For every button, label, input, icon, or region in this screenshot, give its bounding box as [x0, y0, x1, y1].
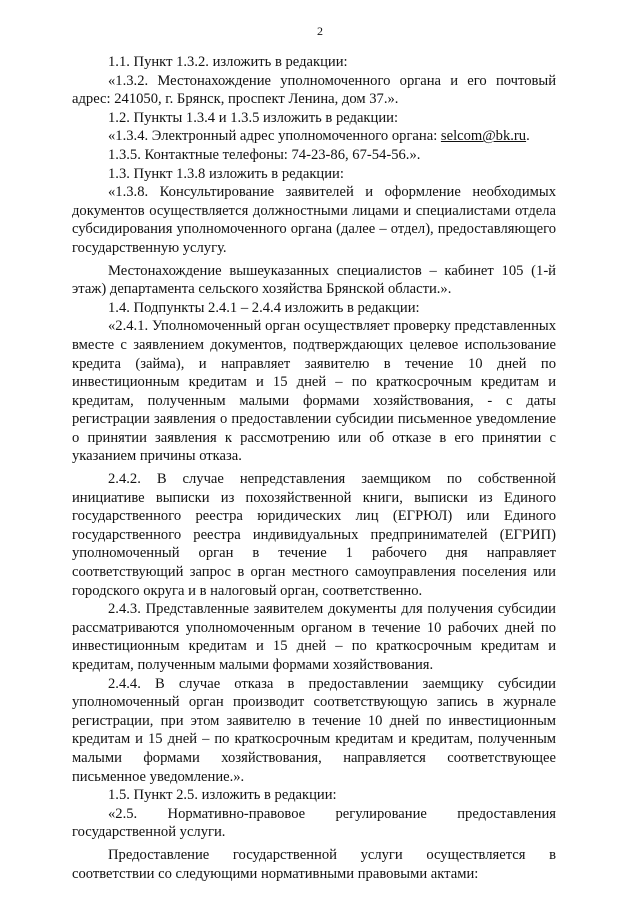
paragraph-2-4-2: 2.4.2. В случае непредставления заемщиком по собственной инициативе выписки из похозяйственной книги, выписки из Единого государственного реестра юридических лиц (ЕГРЮЛ) или Единого государственного реестра индивидуальных предпринимателей (ЕГРИП) уполномоченный орган в течение 1 рабочего дня направляет соответствующий запрос в орган местного самоуправления поселения или городского округа и в налоговый орган, соответственно. — [72, 471, 556, 599]
paragraph-1-3-2: «1.3.2. Местонахождение уполномоченного органа и его почтовый адрес: 241050, г. Брянск, проспект Ленина, дом 37.». — [72, 72, 556, 108]
email-link[interactable]: selcom@bk.ru — [440, 128, 527, 145]
paragraph-1-3-4 — [72, 127, 556, 146]
paragraph-1-2: 1.2. Пункты 1.3.4 и 1.3.5 изложить в редакции: — [108, 109, 399, 126]
paragraph-1-3-8: «1.3.8. Консультирование заявителей и оформление необходимых документов осуществляется должностными лицами и специалистами отдела субсидирования уполномоченного органа (далее – отдел), предоставляющего государственную услугу. — [72, 184, 556, 256]
paragraph-2-4-4: 2.4.4. В случае отказа в предоставлении заемщику субсидии уполномоченный орган производит соответствующую запись в журнале регистрации, при этом заявителю в течение 10 дней по инвестиционным кредитам и 15 дней – по краткосрочным кредитам и кредитам, полученным малыми формами хозяйствования, направляется соответствующее письменное уведомление.». — [72, 675, 556, 785]
paragraph-1-5: 1.5. Пункт 2.5. изложить в редакции: — [108, 787, 337, 804]
paragraph-1-3-5: 1.3.5. Контактные телефоны: 74-23-86, 67-54-56.». — [108, 146, 421, 163]
paragraph-provision: Предоставление государственной услуги осуществляется в соответствии со следующими нормативными правовыми актами: — [72, 846, 556, 882]
paragraph-1-3-4-suffix: . — [526, 128, 530, 145]
paragraph-1-3-4-text: «1.3.4. Электронный адрес уполномоченного органа: — [108, 128, 441, 145]
paragraph-2-4-3: 2.4.3. Представленные заявителем документы для получения субсидии рассматриваются уполномоченным органом в течение 10 рабочих дней по инвестиционным кредитам и 15 дней – по краткосрочным кредитам и кредитам, полученным малыми формами хозяйствования. — [72, 601, 556, 673]
paragraph-1-1: 1.1. Пункт 1.3.2. изложить в редакции: — [108, 54, 348, 70]
paragraph-1-3: 1.3. Пункт 1.3.8 изложить в редакции: — [108, 165, 344, 182]
paragraph-2-4-1: «2.4.1. Уполномоченный орган осуществляет проверку представленных вместе с заявлением документов, подтверждающих целевое использование кредита (займа), и направляет заявителю в течение 10 дней по инвестиционным кредитам и 15 дней – по краткосрочным кредитам и кредитам, полученным малыми формами хозяйствования, - с даты регистрации заявления о предоставлении субсидии письменное уведомление о принятии заявления к рассмотрению или об отказе в его принятии с указанием причины отказа. — [72, 318, 556, 465]
paragraph-location: Местонахождение вышеуказанных специалистов – кабинет 105 (1-й этаж) департамента сельского хозяйства Брянской области.». — [72, 262, 556, 298]
paragraph-1-4: 1.4. Подпункты 2.4.1 – 2.4.4 изложить в редакции: — [108, 299, 420, 316]
page-number: 2 — [317, 24, 323, 38]
paragraph-2-5: «2.5. Нормативно-правовое регулирование предоставления государственной услуги. — [72, 805, 556, 841]
document-body — [72, 53, 556, 883]
